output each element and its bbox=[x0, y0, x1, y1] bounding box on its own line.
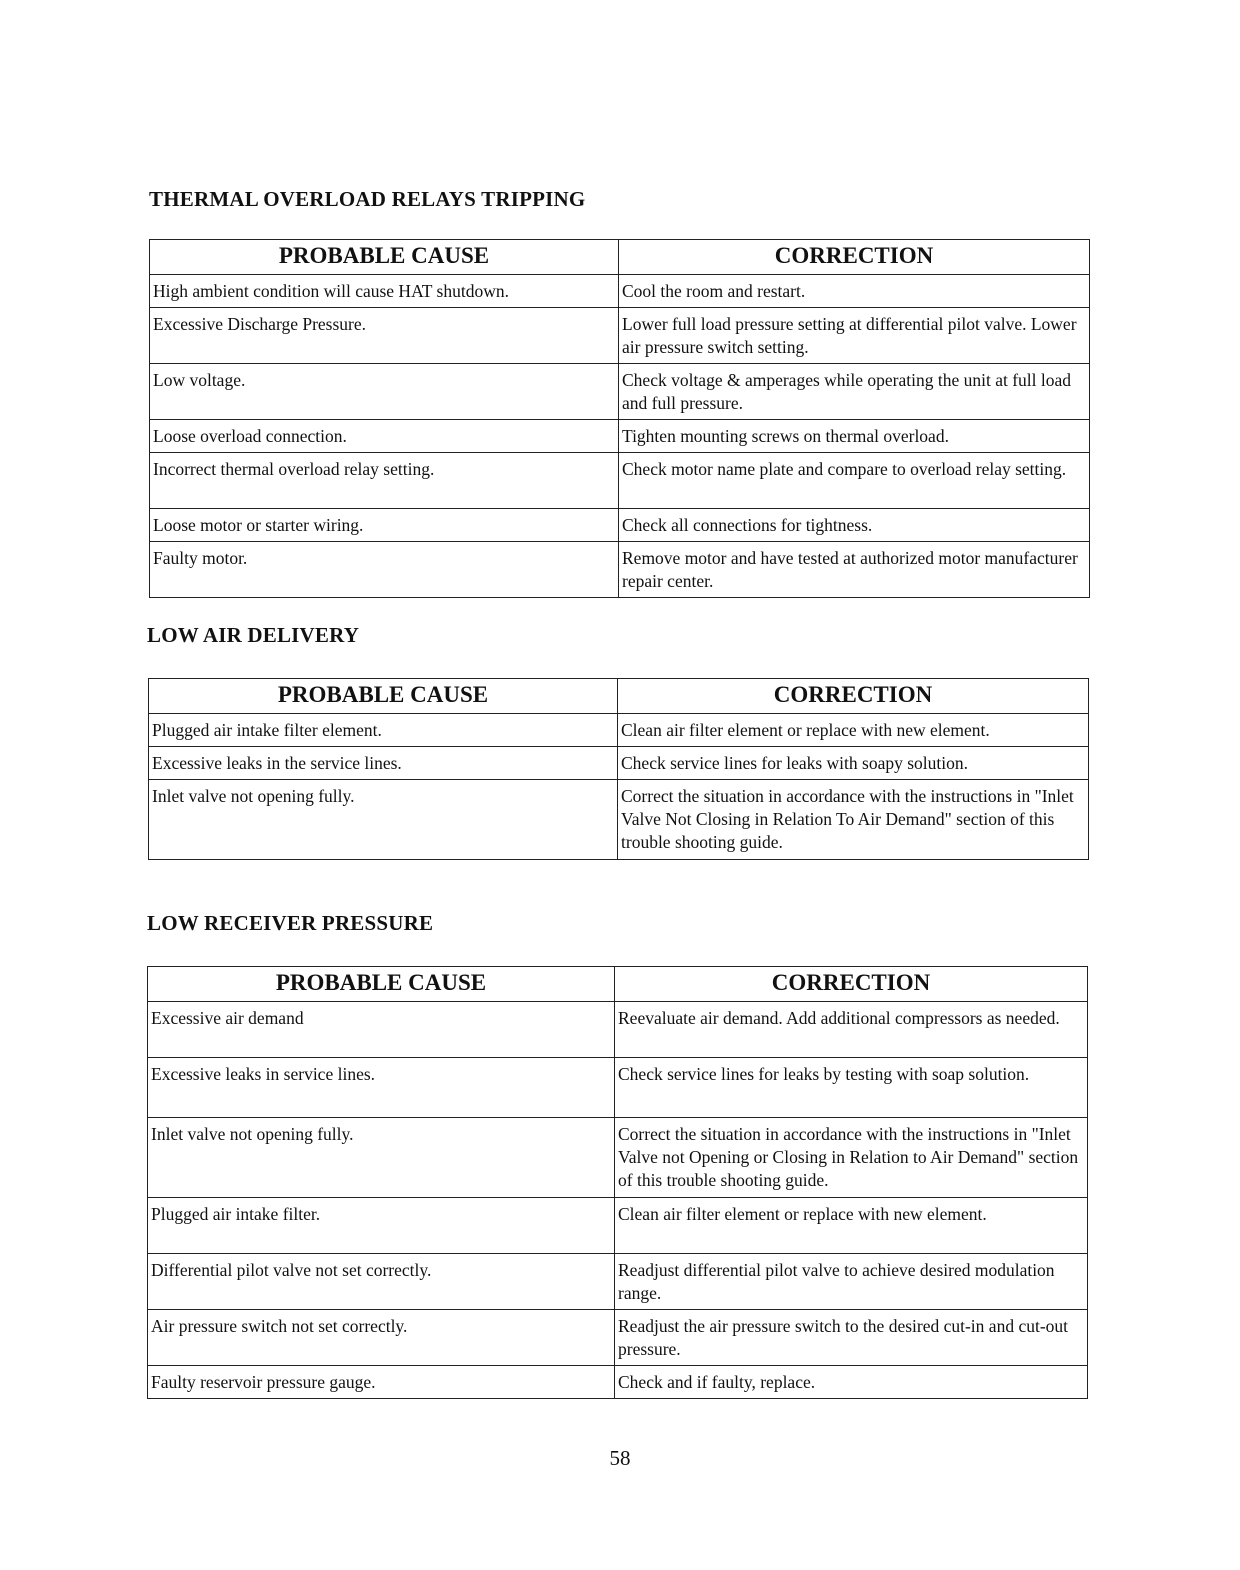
correction-cell: Correct the situation in accordance with the instructions in "Inlet Valve Not Closing in Relation To Air Demand" section of this trouble shooting guide. bbox=[618, 780, 1089, 860]
table-header-row bbox=[149, 679, 1089, 714]
cause-cell: Loose overload connection. bbox=[150, 420, 619, 453]
correction-cell: Check and if faulty, replace. bbox=[615, 1366, 1088, 1399]
cause-cell: Loose motor or starter wiring. bbox=[150, 509, 619, 542]
cause-cell: Inlet valve not opening fully. bbox=[148, 1118, 615, 1198]
cause-cell: High ambient condition will cause HAT shutdown. bbox=[150, 275, 619, 308]
header-probable-cause: PROBABLE CAUSE bbox=[148, 967, 615, 1002]
table-row bbox=[148, 1058, 1088, 1118]
cause-cell: Faulty reservoir pressure gauge. bbox=[148, 1366, 615, 1399]
table-low-receiver-pressure bbox=[147, 966, 1088, 1399]
correction-cell: Cool the room and restart. bbox=[619, 275, 1090, 308]
header-correction: CORRECTION bbox=[615, 967, 1088, 1002]
cause-cell: Excessive air demand bbox=[148, 1002, 615, 1058]
cause-cell: Inlet valve not opening fully. bbox=[149, 780, 618, 860]
correction-cell: Check all connections for tightness. bbox=[619, 509, 1090, 542]
correction-cell: Lower full load pressure setting at differential pilot valve. Lower air pressure switch setting. bbox=[619, 308, 1090, 364]
table-row bbox=[148, 1254, 1088, 1310]
table-low-air-delivery bbox=[148, 678, 1089, 860]
table-row bbox=[150, 420, 1090, 453]
cause-cell: Faulty motor. bbox=[150, 542, 619, 598]
correction-cell: Check voltage & amperages while operating the unit at full load and full pressure. bbox=[619, 364, 1090, 420]
cause-cell: Plugged air intake filter element. bbox=[149, 714, 618, 747]
section-title-thermal-overload: THERMAL OVERLOAD RELAYS TRIPPING bbox=[149, 187, 586, 211]
header-correction: CORRECTION bbox=[619, 240, 1090, 275]
table-thermal-overload bbox=[149, 239, 1090, 598]
header-correction: CORRECTION bbox=[618, 679, 1089, 714]
cause-cell: Air pressure switch not set correctly. bbox=[148, 1310, 615, 1366]
table-row bbox=[149, 714, 1089, 747]
table-row bbox=[148, 1366, 1088, 1399]
header-probable-cause: PROBABLE CAUSE bbox=[149, 679, 618, 714]
table-row bbox=[150, 308, 1090, 364]
cause-cell: Excessive leaks in service lines. bbox=[148, 1058, 615, 1118]
cause-cell: Incorrect thermal overload relay setting. bbox=[150, 453, 619, 509]
correction-cell: Check service lines for leaks with soapy solution. bbox=[618, 747, 1089, 780]
table-header-row bbox=[148, 967, 1088, 1002]
header-probable-cause: PROBABLE CAUSE bbox=[150, 240, 619, 275]
section-title-low-air-delivery: LOW AIR DELIVERY bbox=[147, 623, 360, 647]
table-row bbox=[148, 1118, 1088, 1198]
correction-cell: Readjust differential pilot valve to achieve desired modulation range. bbox=[615, 1254, 1088, 1310]
correction-cell: Correct the situation in accordance with the instructions in "Inlet Valve not Opening or Closing in Relation to Air Demand" section of this trouble shooting guide. bbox=[615, 1118, 1088, 1198]
cause-cell: Excessive Discharge Pressure. bbox=[150, 308, 619, 364]
table-row bbox=[150, 509, 1090, 542]
table-row bbox=[150, 364, 1090, 420]
table-row bbox=[150, 453, 1090, 509]
correction-cell: Check service lines for leaks by testing with soap solution. bbox=[615, 1058, 1088, 1118]
correction-cell: Clean air filter element or replace with new element. bbox=[618, 714, 1089, 747]
correction-cell: Clean air filter element or replace with new element. bbox=[615, 1198, 1088, 1254]
table-row bbox=[149, 780, 1089, 860]
table-row bbox=[148, 1198, 1088, 1254]
table-row bbox=[150, 275, 1090, 308]
cause-cell: Plugged air intake filter. bbox=[148, 1198, 615, 1254]
table-row bbox=[148, 1310, 1088, 1366]
correction-cell: Remove motor and have tested at authorized motor manufacturer repair center. bbox=[619, 542, 1090, 598]
correction-cell: Reevaluate air demand. Add additional compressors as needed. bbox=[615, 1002, 1088, 1058]
cause-cell: Excessive leaks in the service lines. bbox=[149, 747, 618, 780]
table-row bbox=[148, 1002, 1088, 1058]
correction-cell: Readjust the air pressure switch to the desired cut-in and cut-out pressure. bbox=[615, 1310, 1088, 1366]
correction-cell: Tighten mounting screws on thermal overload. bbox=[619, 420, 1090, 453]
cause-cell: Low voltage. bbox=[150, 364, 619, 420]
section-title-low-receiver-pressure: LOW RECEIVER PRESSURE bbox=[147, 911, 434, 935]
table-row bbox=[149, 747, 1089, 780]
page-number: 58 bbox=[609, 1446, 631, 1470]
cause-cell: Differential pilot valve not set correctly. bbox=[148, 1254, 615, 1310]
table-row bbox=[150, 542, 1090, 598]
table-header-row bbox=[150, 240, 1090, 275]
correction-cell: Check motor name plate and compare to overload relay setting. bbox=[619, 453, 1090, 509]
